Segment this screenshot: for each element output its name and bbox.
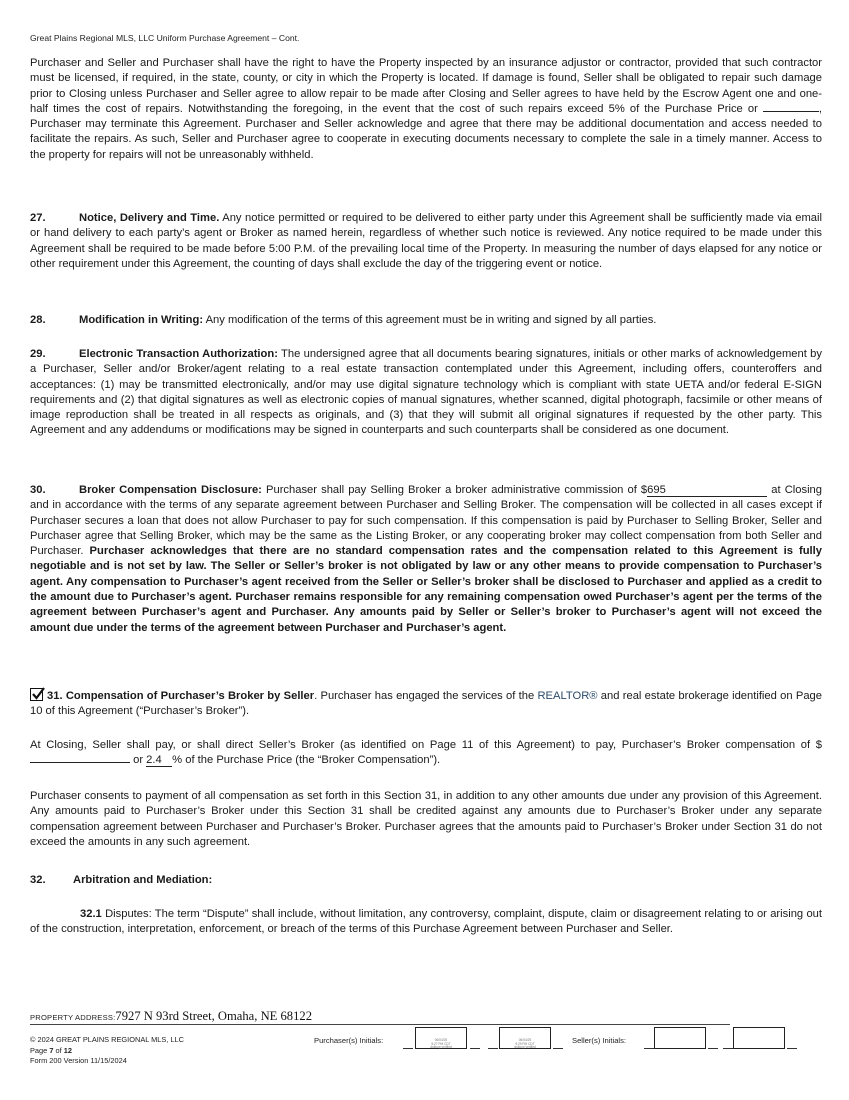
- seller-initials-box-1[interactable]: [654, 1027, 706, 1049]
- section-27-number: 27.: [30, 212, 46, 224]
- section-28-number: 28.: [30, 314, 46, 326]
- section-32-title: Arbitration and Mediation:: [73, 874, 213, 886]
- property-address-label: PROPERTY ADDRESS:: [30, 1013, 116, 1022]
- initials-dash: [553, 1048, 563, 1049]
- section-27-body: Any notice permitted or required to be delivered to either party under this Agreement shall be sufficiently made via email or hand delivery to each party’s agent or Broker as named herein, regardless of whether such notice is reviewed. Any notice required to be made under this Agreement shall be required to be made before 5:00 P.M. of the prevailing local time of the Property. In measuring the number of days elapsed for any notice or other requirement under this Agreement, the counting of days shall exclude the day of the triggering event or notice.: [30, 212, 822, 270]
- commission-amount-field[interactable]: 695: [647, 485, 767, 497]
- footer-info: [30, 1035, 184, 1067]
- initials-dash: [723, 1048, 733, 1049]
- section-32-1-body: Disputes: The term “Dispute” shall include, without limitation, any controversy, complaint, dispute, claim or disagreement relating to or arising out of the construction, interpretation, enforcement, or breach of the terms of this Purchase Agreement between Purchaser and Seller.: [30, 908, 822, 936]
- broker-compensation-percent-field[interactable]: 2.4: [146, 755, 172, 767]
- dotloop-stamp-2: 06/04/25 9:29 PM CDT dotloop verified: [514, 1038, 536, 1050]
- section-31-checkbox[interactable]: [30, 688, 43, 701]
- section-30-body-1: Purchaser shall pay Selling Broker a broker administrative commission of $: [261, 484, 648, 496]
- section-32-1: [30, 907, 822, 938]
- copyright-text: © 2024 GREAT PLAINS REGIONAL MLS, LLC: [30, 1035, 185, 1044]
- page-header: Great Plains Regional MLS, LLC Uniform Purchase Agreement – Cont.: [30, 33, 300, 43]
- section-31-title: 31. Compensation of Purchaser’s Broker by Seller: [47, 690, 315, 702]
- intro-paragraph: [30, 56, 822, 163]
- initials-dash: [644, 1048, 654, 1049]
- page-number: Page 7 of 12: [30, 1045, 72, 1055]
- initials-dash: [708, 1048, 718, 1049]
- intro-text-2: , Purchaser may terminate this Agreement. Purchaser and Seller acknowledge and agree that there may be additional documentation and access needed to facilitate the repairs. As such, Seller and Purchaser agree to cooperate in executing documents necessary to complete the sale in a timely manner. Access to the property for repairs will not be unreasonably withheld.: [30, 102, 822, 161]
- section-27: [30, 211, 822, 272]
- purchaser-initials-label: Purchaser(s) Initials:: [314, 1036, 384, 1045]
- section-30-title: Broker Compensation Disclosure:: [79, 484, 262, 496]
- address-rule: [30, 1024, 730, 1025]
- section-31-after-percent: % of the Purchase Price (the “Broker Compensation”).: [172, 754, 441, 767]
- section-29-title: Electronic Transaction Authorization:: [79, 348, 278, 360]
- initials-dash: [470, 1048, 480, 1049]
- section-31-consent-text: Purchaser consents to payment of all compensation as set forth in this Section 31, in addition to any other amounts due under any provision of this Agreement. Any amounts paid to Purchaser’s Broker under this Section 31 shall be credited against any amounts due to Purchaser’s Broker under any separate compensation agreement between Purchaser and Purchaser’s Broker. Purchaser agrees that the amounts paid to Purchaser’s Broker under Section 31 do not exceed the amounts in any such agreement.: [30, 790, 822, 848]
- seller-initials-label: Seller(s) Initials:: [572, 1036, 627, 1045]
- repair-cost-blank-field[interactable]: [763, 111, 819, 112]
- broker-compensation-dollar-field[interactable]: [30, 762, 130, 763]
- section-28-title: Modification in Writing:: [79, 314, 204, 326]
- dotloop-stamp-1: 06/04/25 9:27 PM CDT dotloop verified: [430, 1038, 452, 1050]
- section-31-or: or: [130, 754, 147, 767]
- section-31-body-2: and real estate brokerage identified on Page 10 of this Agreement (“Purchaser’s Broker”).: [30, 690, 822, 718]
- checkmark-icon: [30, 686, 46, 702]
- section-30-body-2: at Closing and in accordance with the terms of any separate agreement between Purchaser and Selling Broker. The compensation will be collected in all cases except if Purchaser secures a loan that does not allow Purchaser to pay for such compensation. If this compensation is paid by Purchaser to Selling Broker, Seller and Purchaser agree that Selling Broker, which may be the same as the Listing Broker, or any cooperating broker may collect compensation from both Seller and Purchaser.: [30, 484, 822, 558]
- section-31-consent: [30, 789, 822, 850]
- section-32-1-number: 32.1: [80, 908, 102, 920]
- section-31-compensation: [30, 738, 822, 769]
- section-32: [30, 873, 822, 888]
- section-31-body-1: . Purchaser has engaged the services of the: [314, 690, 538, 702]
- section-30-bold-disclosure: Purchaser acknowledges that there are no standard compensation rates and the compensation related to this Agreement is fully negotiable and is not set by law. The Seller or Seller’s broker is not obligated by law or any other means to provide compensation to Purchaser’s agent. Any compensation to Purchaser’s agent received from the Seller or Seller’s broker shall be disclosed to Purchaser and applied as a credit to the amount due to Purchaser’s agent. Purchaser remains responsible for any remaining compensation owed Purchaser’s agent per the terms of the agreement between Purchaser’s agent and Purchaser. Any amounts paid by Seller or Seller’s broker to Purchaser’s agent will not exceed the amount due under the terms of the agreement between Purchaser and Purchaser’s agent.: [30, 545, 822, 634]
- section-29: [30, 347, 822, 439]
- section-27-title: Notice, Delivery and Time.: [79, 212, 220, 224]
- section-28-body: Any modification of the terms of this agreement must be in writing and signed by all parties.: [203, 314, 657, 326]
- section-29-number: 29.: [30, 348, 46, 360]
- section-28: [30, 313, 822, 328]
- seller-initials-box-2[interactable]: [733, 1027, 785, 1049]
- initials-dash: [787, 1048, 797, 1049]
- section-31: [30, 688, 822, 720]
- property-address-value: 7927 N 93rd Street, Omaha, NE 68122: [115, 1009, 312, 1023]
- intro-text-1: Purchaser and Seller and Purchaser shall have the right to have the Property inspected by an insurance adjustor or contractor, provided that such contractor must be licensed, if required, in the state, county, or city in which the Property is located. If damage is found, Seller shall be obligated to repair such damage prior to Closing unless Purchaser and Seller agree to allow repair to be made after Closing and Seller agrees to have held by the Escrow Agent one and one-half times the cost of repairs. Notwithstanding the foregoing, in the event that the cost of such repairs exceed 5% of the Purchase Price or: [30, 57, 822, 115]
- section-30-number: 30.: [30, 484, 46, 496]
- section-30: [30, 483, 822, 636]
- section-31-closing-text: At Closing, Seller shall pay, or shall direct Seller’s Broker (as identified on Page 11 of this Agreement) to pay, Purchaser’s Broker compensation of $: [30, 739, 822, 751]
- section-29-body: The undersigned agree that all documents bearing signatures, initials or other marks of acknowledgement by a Purchaser, Seller and/or Broker/agent relating to a real estate transaction contemplated under this Agreement, including offers, counteroffers and acceptances: (1) may be transmitted electronically, and/or may use digital signature technology which is compliant with state UETA and/or federal E-SIGN requirements and (2) that digital signatures as well as electronic copies of manual signatures, whether scanned, digital photograph, facsimile or other means of image reproduction shall be treated in all respects as originals, and (3) that they will submit all original signatures if requested by the other party. This Agreement and any addendums or modifications may be signed in counterparts and such counterparts shall be considered as one document.: [30, 348, 822, 437]
- realtor-mark: REALTOR®: [537, 690, 598, 702]
- section-32-number: 32.: [30, 874, 46, 886]
- form-version: Form 200 Version 11/15/2024: [30, 1056, 127, 1065]
